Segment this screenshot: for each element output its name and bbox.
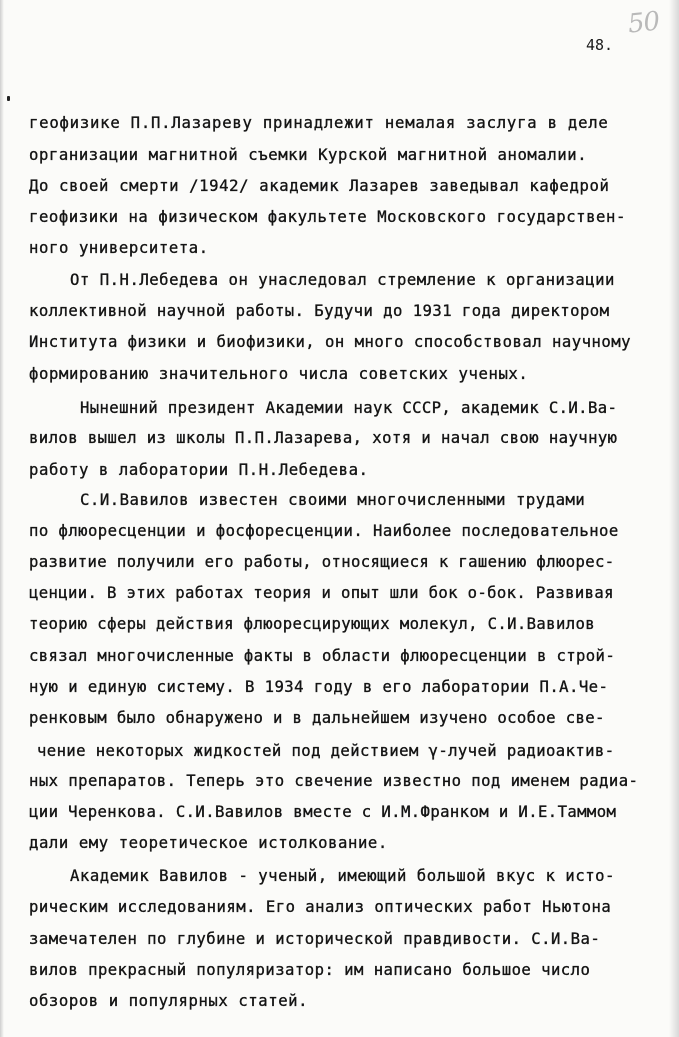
text-line: развитие получили его работы, относящиеся к гашению флюорес- <box>29 553 615 571</box>
text-line: замечателен по глубине и исторической правдивости. С.И.Ва- <box>29 930 601 948</box>
text-line: связал многочисленные факты в области флюоресценции в строй- <box>29 647 616 665</box>
text-line: ценции. В этих работах теория и опыт шли бок о-бок. Развивая <box>29 584 614 602</box>
page-number: 48. <box>586 36 614 54</box>
text-line: обзоров и популярных статей. <box>29 992 309 1010</box>
text-line: рическим исследованиям. Его анализ оптических работ Ньютона <box>29 898 612 916</box>
text-line: ного университета. <box>29 239 209 257</box>
text-line: дали ему теоретическое истолкование. <box>29 834 388 852</box>
text-line: ных препаратов. Теперь это свечение известно под именем радиа- <box>29 772 639 790</box>
text-line: геофизики на физическом факультете Московского государствен- <box>29 208 626 226</box>
text-line: вилов вышел из школы П.П.Лазарева, хотя и начал свою научную <box>29 429 618 447</box>
text-line: ную и единую систему. В 1934 году в его лаборатории П.А.Че- <box>29 678 609 696</box>
text-line: теорию сферы действия флюоресцирующих молекул, С.И.Вавилов <box>29 615 595 633</box>
archive-page-stamp: 50 <box>626 6 661 40</box>
text-line: ренковым было обнаружено и в дальнейшем изучено особое све- <box>29 709 605 727</box>
text-line: работу в лаборатории П.Н.Лебедева. <box>29 461 369 479</box>
text-line: коллективной научной работы. Будучи до 1931 года директором <box>29 302 610 320</box>
text-line: Института физики и биофизики, он много способствовал научному <box>29 333 631 351</box>
text-line: геофизике П.П.Лазареву принадлежит немалая заслуга в деле <box>29 114 609 132</box>
text-line: по флюоресценции и фосфоресценции. Наиболее последовательное <box>29 522 619 540</box>
text-line: От П.Н.Лебедева он унаследовал стремление к организации <box>70 271 615 289</box>
text-line: формированию значительного числа советских ученых. <box>29 365 529 383</box>
text-line: организации магнитной съемки Курской магнитной аномалии. <box>29 146 588 164</box>
text-line: С.И.Вавилов известен своими многочисленными трудами <box>80 491 586 509</box>
text-line: Академик Вавилов - ученый, имеющий большой вкус к исто- <box>70 867 615 885</box>
text-line: ции Черенкова. С.И.Вавилов вместе с И.М.Франком и И.Е.Таммом <box>29 803 617 821</box>
text-line: Нынешний президент Академии наук СССР, академик С.И.Ва- <box>80 399 618 417</box>
text-line: вилов прекрасный популяризатор: им написано большое число <box>29 961 591 979</box>
text-line: чение некоторых жидкостей под действием γ-лучей радиоактив- <box>37 742 615 760</box>
text-line: До своей смерти /1942/ академик Лазарев заведывал кафедрой <box>29 177 610 195</box>
